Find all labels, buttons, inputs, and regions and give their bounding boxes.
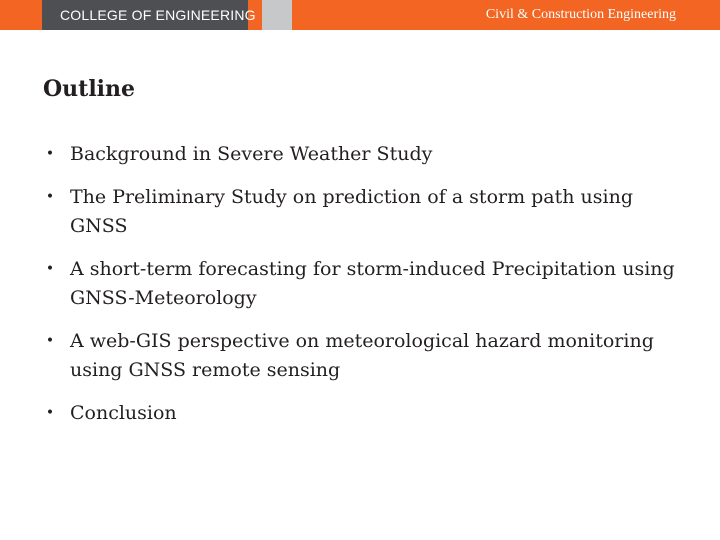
bullet-icon: • xyxy=(45,189,55,205)
bullet-icon: • xyxy=(45,261,55,277)
list-item xyxy=(30,327,680,385)
bullet-icon: • xyxy=(45,146,55,162)
list-item xyxy=(30,399,680,428)
department-name: Civil & Construction Engineering xyxy=(485,7,676,22)
list-item-text: The Preliminary Study on prediction of a storm path using GNSS xyxy=(70,186,634,237)
outline-list xyxy=(30,140,680,442)
list-item-text: A web-GIS perspective on meteorological hazard monitoring using GNSS remote sensing xyxy=(70,330,654,381)
list-item-text: A short-term forecasting for storm-induced Precipitation using GNSS-Meteorology xyxy=(70,258,675,309)
list-item-text: Background in Severe Weather Study xyxy=(70,143,433,165)
bullet-icon: • xyxy=(45,333,55,349)
header-gray-tab xyxy=(262,0,292,30)
bullet-icon: • xyxy=(45,405,55,421)
list-item-text: Conclusion xyxy=(70,402,177,424)
list-item xyxy=(30,183,680,241)
list-item xyxy=(30,255,680,313)
slide-title: Outline xyxy=(43,76,136,102)
college-name: COLLEGE OF ENGINEERING xyxy=(60,7,256,23)
header-banner xyxy=(0,0,720,30)
list-item xyxy=(30,140,680,169)
